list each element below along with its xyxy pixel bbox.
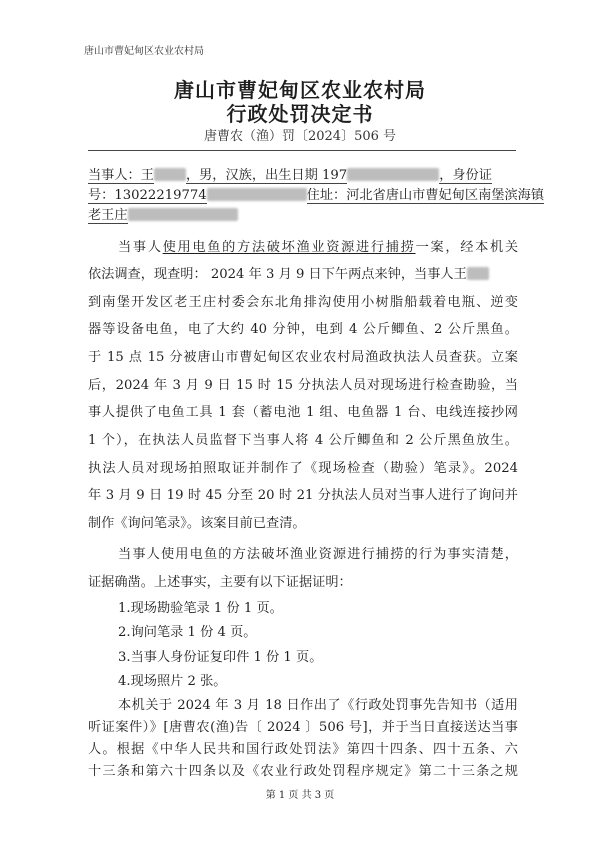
party-line-2 (88, 187, 545, 205)
evidence-item-3: 3.当事人身份证复印件 1 份 1 页。 (118, 650, 323, 665)
header-note: 唐山市曹妃甸区农业农村局 (84, 46, 204, 57)
body-line-8: 1 个），在执法人员监督下当事人将 4 公斤鲫鱼和 2 公斤黑鱼放生。 (88, 433, 518, 448)
party-name: 王 (140, 168, 154, 183)
body-line-17: 十三条和第六十四条以及《农业行政处罚程序规定》第二十三条之规 (88, 764, 518, 779)
id-label: ，身份证 (439, 168, 492, 183)
party-village: 老王庄 (88, 208, 128, 223)
body-line-13: 证据确凿。上述事实，主要有以下证据证明： (88, 575, 352, 590)
body-line-14: 本机关于 2024 年 3 月 18 日作出了《行政处罚事先告知书（适用 (118, 698, 518, 713)
party-info: ，男，汉族，出生日期 197 (185, 168, 348, 183)
header-divider (88, 150, 516, 151)
evidence-item-2: 2.询问笔录 1 份 4 页。 (118, 625, 257, 640)
doc-title-agency: 唐山市曹妃甸区农业农村局 (174, 78, 426, 102)
body-line-3: 到南堡开发区老王庄村委会东北角排沟使用小树脂船载着电瓶、逆变 (88, 295, 518, 310)
evidence-item-4: 4.现场照片 2 张。 (118, 674, 227, 689)
redaction-block (207, 188, 307, 201)
body-line-7: 事人提供了电鱼工具 1 套（蓄电池 1 组、电鱼器 1 台、电线连接抄网 (88, 405, 518, 420)
body-line-5: 于 15 点 15 分被唐山市曹妃甸区农业农村局渔政执法人员查获。立案 (88, 350, 518, 365)
party-line-1 (88, 167, 518, 185)
redaction-block (154, 168, 186, 181)
body-line-2: 依法调查，现查明： 2024 年 3 月 9 日下午两点来钟，当事人王 (88, 266, 518, 284)
body-line-4: 器等设备电鱼，电了大约 40 分钟，电到 4 公斤鲫鱼、2 公斤黑鱼。 (88, 322, 518, 337)
body-line-10: 年 3 月 9 日 19 时 45 分至 20 时 21 分执法人员对当事人进行了询问并 (88, 488, 518, 503)
body-line-12: 当事人使用电鱼的方法破坏渔业资源进行捕捞的行为事实清楚， (118, 547, 518, 562)
evidence-item-1: 1.现场勘验笔录 1 份 1 页。 (118, 601, 283, 616)
id-number: 号：13022219774 (88, 188, 207, 203)
party-address: 住址：河北省唐山市曹妃甸区南堡滨海镇 (306, 188, 545, 203)
party-line-3 (88, 207, 518, 225)
body-line-9: 执法人员对现场拍照取证并制作了《现场检查（勘验）笔录》。2024 (88, 461, 518, 476)
body-line-6: 后，2024 年 3 月 9 日 15 时 15 分执法人员对现场进行检查勘验，当 (88, 378, 518, 393)
doc-title-type: 行政处罚决定书 (226, 102, 374, 126)
body-line-11: 制作《询问笔录》。该案目前已查清。 (88, 516, 306, 531)
party-label: 当事人： (88, 168, 141, 183)
body-line-15: 听证案件）》[唐曹农(渔)告〔 2024 〕506 号]，并于当日直接送达当事 (88, 720, 518, 735)
page-footer: 第 1 页 共 3 页 (265, 790, 335, 801)
body-line-16: 人。根据《中华人民共和国行政处罚法》第四十四条、四十五条、六 (88, 742, 518, 757)
body-line-1: 当事人使用电鱼的方法破坏渔业资源进行捕捞一案，经本机关 (118, 240, 519, 255)
case-summary: 使用电鱼的方法破坏渔业资源进行捕捞 (162, 240, 416, 255)
doc-number: 唐曹农（渔）罚〔2024〕506 号 (203, 129, 397, 144)
redaction-block (467, 267, 489, 280)
redaction-block (347, 168, 439, 181)
redaction-block (128, 208, 238, 221)
